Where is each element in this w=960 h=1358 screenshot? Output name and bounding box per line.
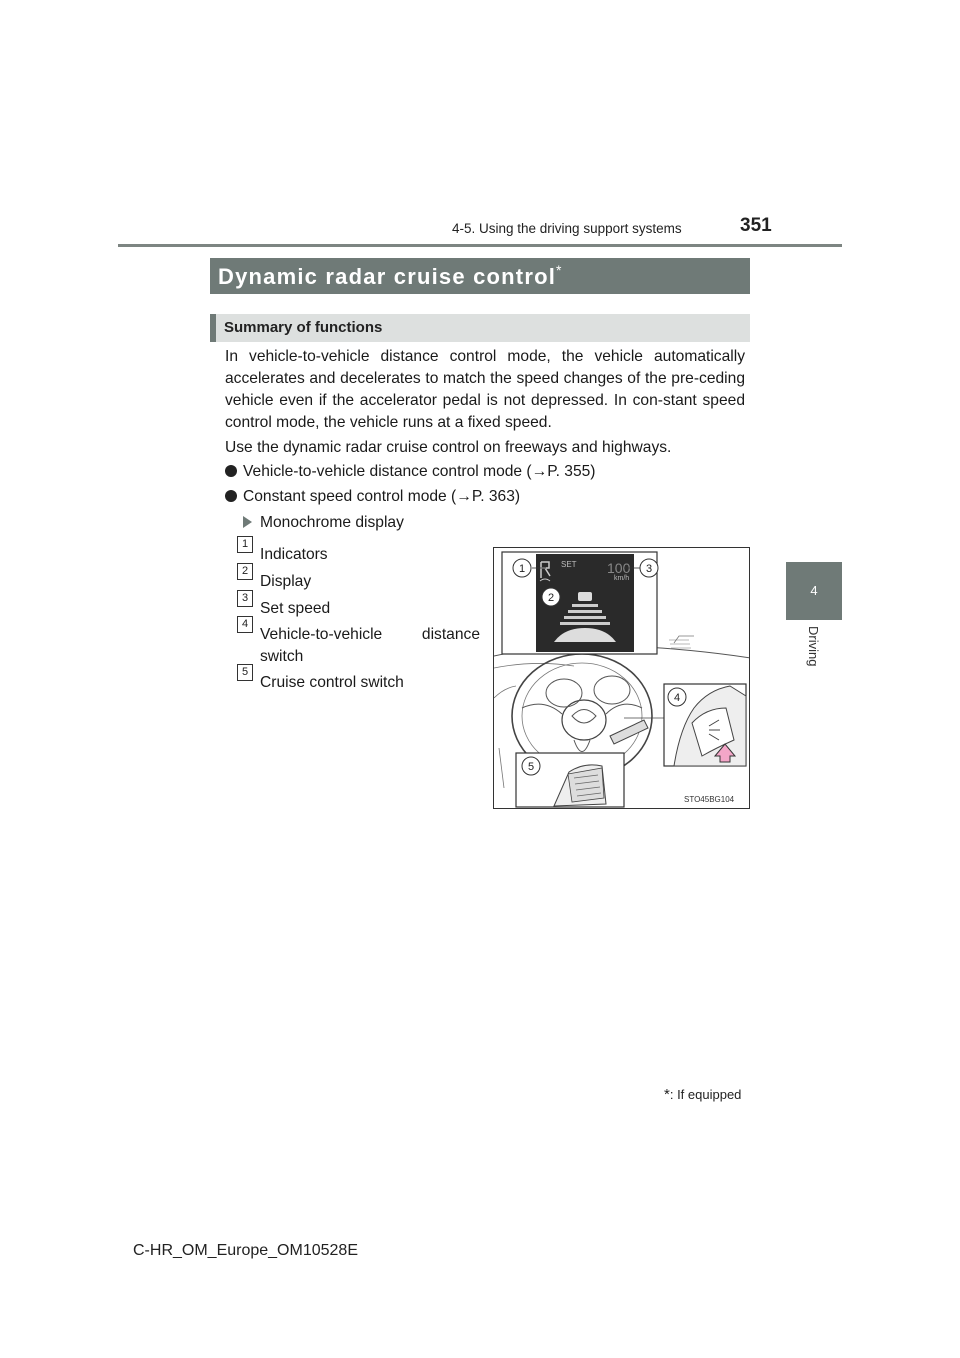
- legend-label: Display: [260, 573, 312, 590]
- footnote-text: : If equipped: [669, 1087, 742, 1102]
- speed-unit: km/h: [614, 575, 630, 582]
- cruise-control-illustration: [493, 547, 750, 809]
- callout-5: 5: [527, 761, 535, 773]
- chapter-tab: 4: [786, 562, 842, 620]
- if-equipped-mark: *: [556, 262, 563, 278]
- bullet-dot-icon: [225, 490, 237, 502]
- callout-number: 2: [237, 563, 253, 580]
- set-label: SET: [561, 560, 577, 569]
- page-number: 351: [740, 215, 772, 236]
- footnote: [664, 1086, 741, 1103]
- callout-4: 4: [673, 692, 681, 704]
- callout-number: 3: [237, 590, 253, 607]
- callout-number: 1: [237, 536, 253, 553]
- triangle-bullet-icon: [243, 516, 252, 528]
- callout-number: 4: [237, 616, 253, 633]
- footnote-mark: *: [664, 1086, 670, 1103]
- illustration-code: STO45BG104: [684, 795, 735, 804]
- chapter-label-text: Driving: [806, 626, 821, 667]
- subtitle: Summary of functions: [224, 319, 383, 336]
- callout-3: 3: [645, 563, 653, 575]
- legend-label: Cruise control switch: [260, 674, 404, 691]
- bullet-text: Constant speed control mode (→P. 363): [243, 488, 521, 505]
- callout-number: 5: [237, 664, 253, 681]
- illustration-drawing: [494, 548, 750, 809]
- section-heading: 4-5. Using the driving support systems: [452, 221, 682, 236]
- callout-1: 1: [518, 563, 526, 575]
- page-title: [218, 262, 563, 290]
- bullet-text: Vehicle-to-vehicle distance control mode (→P. 355): [243, 463, 596, 480]
- usage-paragraph: Use the dynamic radar cruise control on freeways and highways.: [225, 439, 672, 456]
- set-speed-value: 100: [607, 560, 631, 576]
- legend-label-text: Vehicle-to-vehicle distance switch: [260, 626, 480, 665]
- subtitle-bar: [210, 314, 750, 342]
- bullet-dot-icon: [225, 465, 237, 477]
- bullet-item: [225, 461, 596, 483]
- legend-label: Set speed: [260, 600, 331, 617]
- intro-paragraph: In vehicle-to-vehicle distance control mode, the vehicle automatically accelerates and decelerates to match the speed changes of the pre-ceding vehicle even if the accelerator pedal is not depressed. In con-stant speed control mode, the vehicle runs at a fixed speed.: [225, 348, 745, 431]
- header-rule: [118, 244, 842, 247]
- callout-2: 2: [547, 592, 555, 604]
- bullet-item: [225, 486, 520, 508]
- subtitle-accent: [210, 314, 216, 342]
- display-heading: [243, 514, 404, 532]
- title-bar: [210, 258, 750, 294]
- display-heading-text: Monochrome display: [260, 514, 404, 531]
- legend-label: Indicators: [260, 546, 328, 563]
- page-title-text: Dynamic radar cruise control: [218, 264, 557, 289]
- chapter-label: [786, 626, 842, 686]
- legend-label: [260, 624, 480, 668]
- document-footer: C-HR_OM_Europe_OM10528E: [133, 1242, 358, 1259]
